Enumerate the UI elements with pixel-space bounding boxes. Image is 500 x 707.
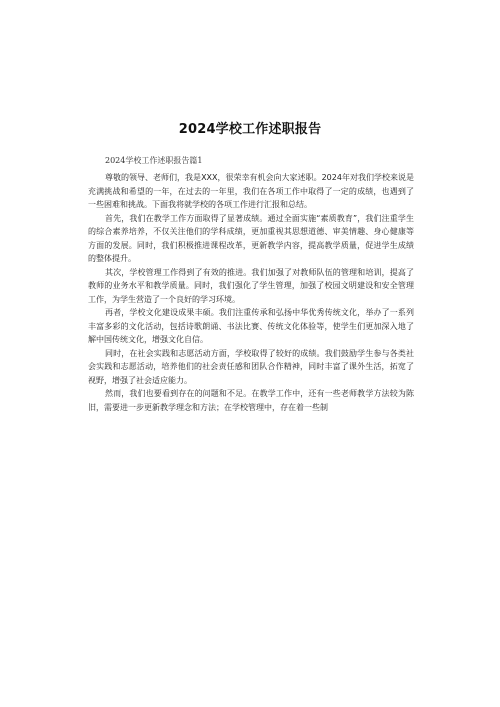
section-subtitle: 2024学校工作述职报告篇1 xyxy=(105,156,203,165)
document-body xyxy=(88,171,414,414)
paragraph-culture: 再者，学校文化建设成果丰硕。我们注重传承和弘扬中华优秀传统文化，举办了一系列丰富多彩的文化活动，包括诗歌朗诵、书法比赛、传统文化体验等，使学生们更加深入地了解中国传统文化，增强文化自信。 xyxy=(88,308,414,344)
paragraph-social-practice: 同时，在社会实践和志愿活动方面，学校取得了较好的成绩。我们鼓励学生参与各类社会实践和志愿活动，培养他们的社会责任感和团队合作精神，同时丰富了课外生活，拓宽了视野，增强了社会适应能力。 xyxy=(88,348,414,385)
page-title: 2024学校工作述职报告 xyxy=(178,122,322,137)
paragraph-management: 其次，学校管理工作得到了有效的推进。我们加强了对教师队伍的管理和培训，提高了教师的业务水平和教学质量。同时，我们强化了学生管理，加强了校园文明建设和安全管理工作，为学生营造了一个良好的学习环境。 xyxy=(88,267,414,304)
paragraph-problems: 然而，我们也要看到存在的问题和不足。在教学工作中，还有一些老师教学方法较为陈旧，需要进一步更新教学理念和方法；在学校管理中，存在着一些制 xyxy=(88,389,414,412)
paragraph-teaching: 首先，我们在教学工作方面取得了显著成绩。通过全面实施“素质教育”，我们注重学生的综合素养培养，不仅关注他们的学科成绩，更加重视其思想道德、审美情趣、身心健康等方面的发展。同时，我们积极推进课程改革，更新教学内容，提高教学质量，促进学生成绩的整体提升。 xyxy=(88,213,414,263)
paragraph-greeting: 尊敬的领导、老师们，我是XXX，很荣幸有机会向大家述职。2024年对我们学校来说是充满挑战和希望的一年，在过去的一年里，我们在各项工作中取得了一定的成绩，也遇到了一些困难和挑战。下面我将就学校的各项工作进行汇报和总结。 xyxy=(88,173,414,209)
